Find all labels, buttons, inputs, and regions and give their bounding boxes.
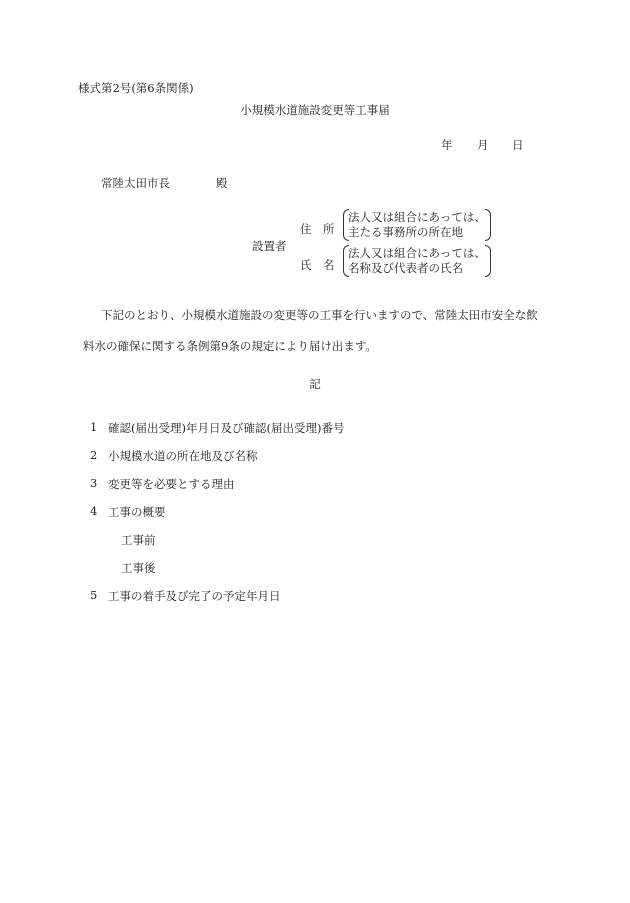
item-number: 1 — [90, 420, 98, 434]
item-number: 2 — [90, 448, 98, 462]
name-note-bracket — [343, 245, 491, 277]
item-number: 5 — [90, 588, 98, 602]
item-text: 工事の着手及び完了の予定年月日 — [108, 589, 281, 603]
address-note-bracket — [343, 209, 491, 241]
address-note-line: 法人又は組合にあっては、 — [348, 210, 486, 224]
applicant-label: 設置者 — [252, 239, 287, 253]
date-month-label: 月 — [477, 138, 489, 152]
sub-item-text: 工事後 — [121, 561, 156, 575]
addressee-name: 常陸太田市長 — [101, 176, 170, 190]
sub-item-text: 工事前 — [121, 533, 156, 547]
form-number: 様式第2号(第6条関係) — [78, 81, 194, 95]
name-note-line: 名称及び代表者の氏名 — [348, 261, 463, 275]
item-text: 確認(届出受理)年月日及び確認(届出受理)番号 — [108, 421, 345, 435]
ki-heading: 記 — [309, 377, 321, 391]
address-label: 住 所 — [300, 222, 335, 236]
date-day-label: 日 — [512, 138, 524, 152]
item-text: 変更等を必要とする理由 — [108, 477, 235, 491]
item-text: 小規模水道の所在地及び名称 — [108, 449, 258, 463]
body-paragraph-line: 料水の確保に関する条例第9条の規定により届け出ます。 — [83, 339, 377, 353]
address-note-line: 主たる事務所の所在地 — [348, 225, 463, 239]
item-number: 3 — [90, 476, 98, 490]
name-note-line: 法人又は組合にあっては、 — [348, 246, 486, 260]
name-label: 氏 名 — [300, 258, 335, 272]
addressee-suffix: 殿 — [216, 176, 228, 190]
document-title: 小規模水道施設変更等工事届 — [240, 103, 390, 117]
body-paragraph-line: 下記のとおり、小規模水道施設の変更等の工事を行いますので、常陸太田市安全な飲 — [101, 308, 538, 322]
date-year-label: 年 — [441, 138, 453, 152]
item-number: 4 — [90, 504, 98, 518]
item-text: 工事の概要 — [108, 505, 166, 519]
